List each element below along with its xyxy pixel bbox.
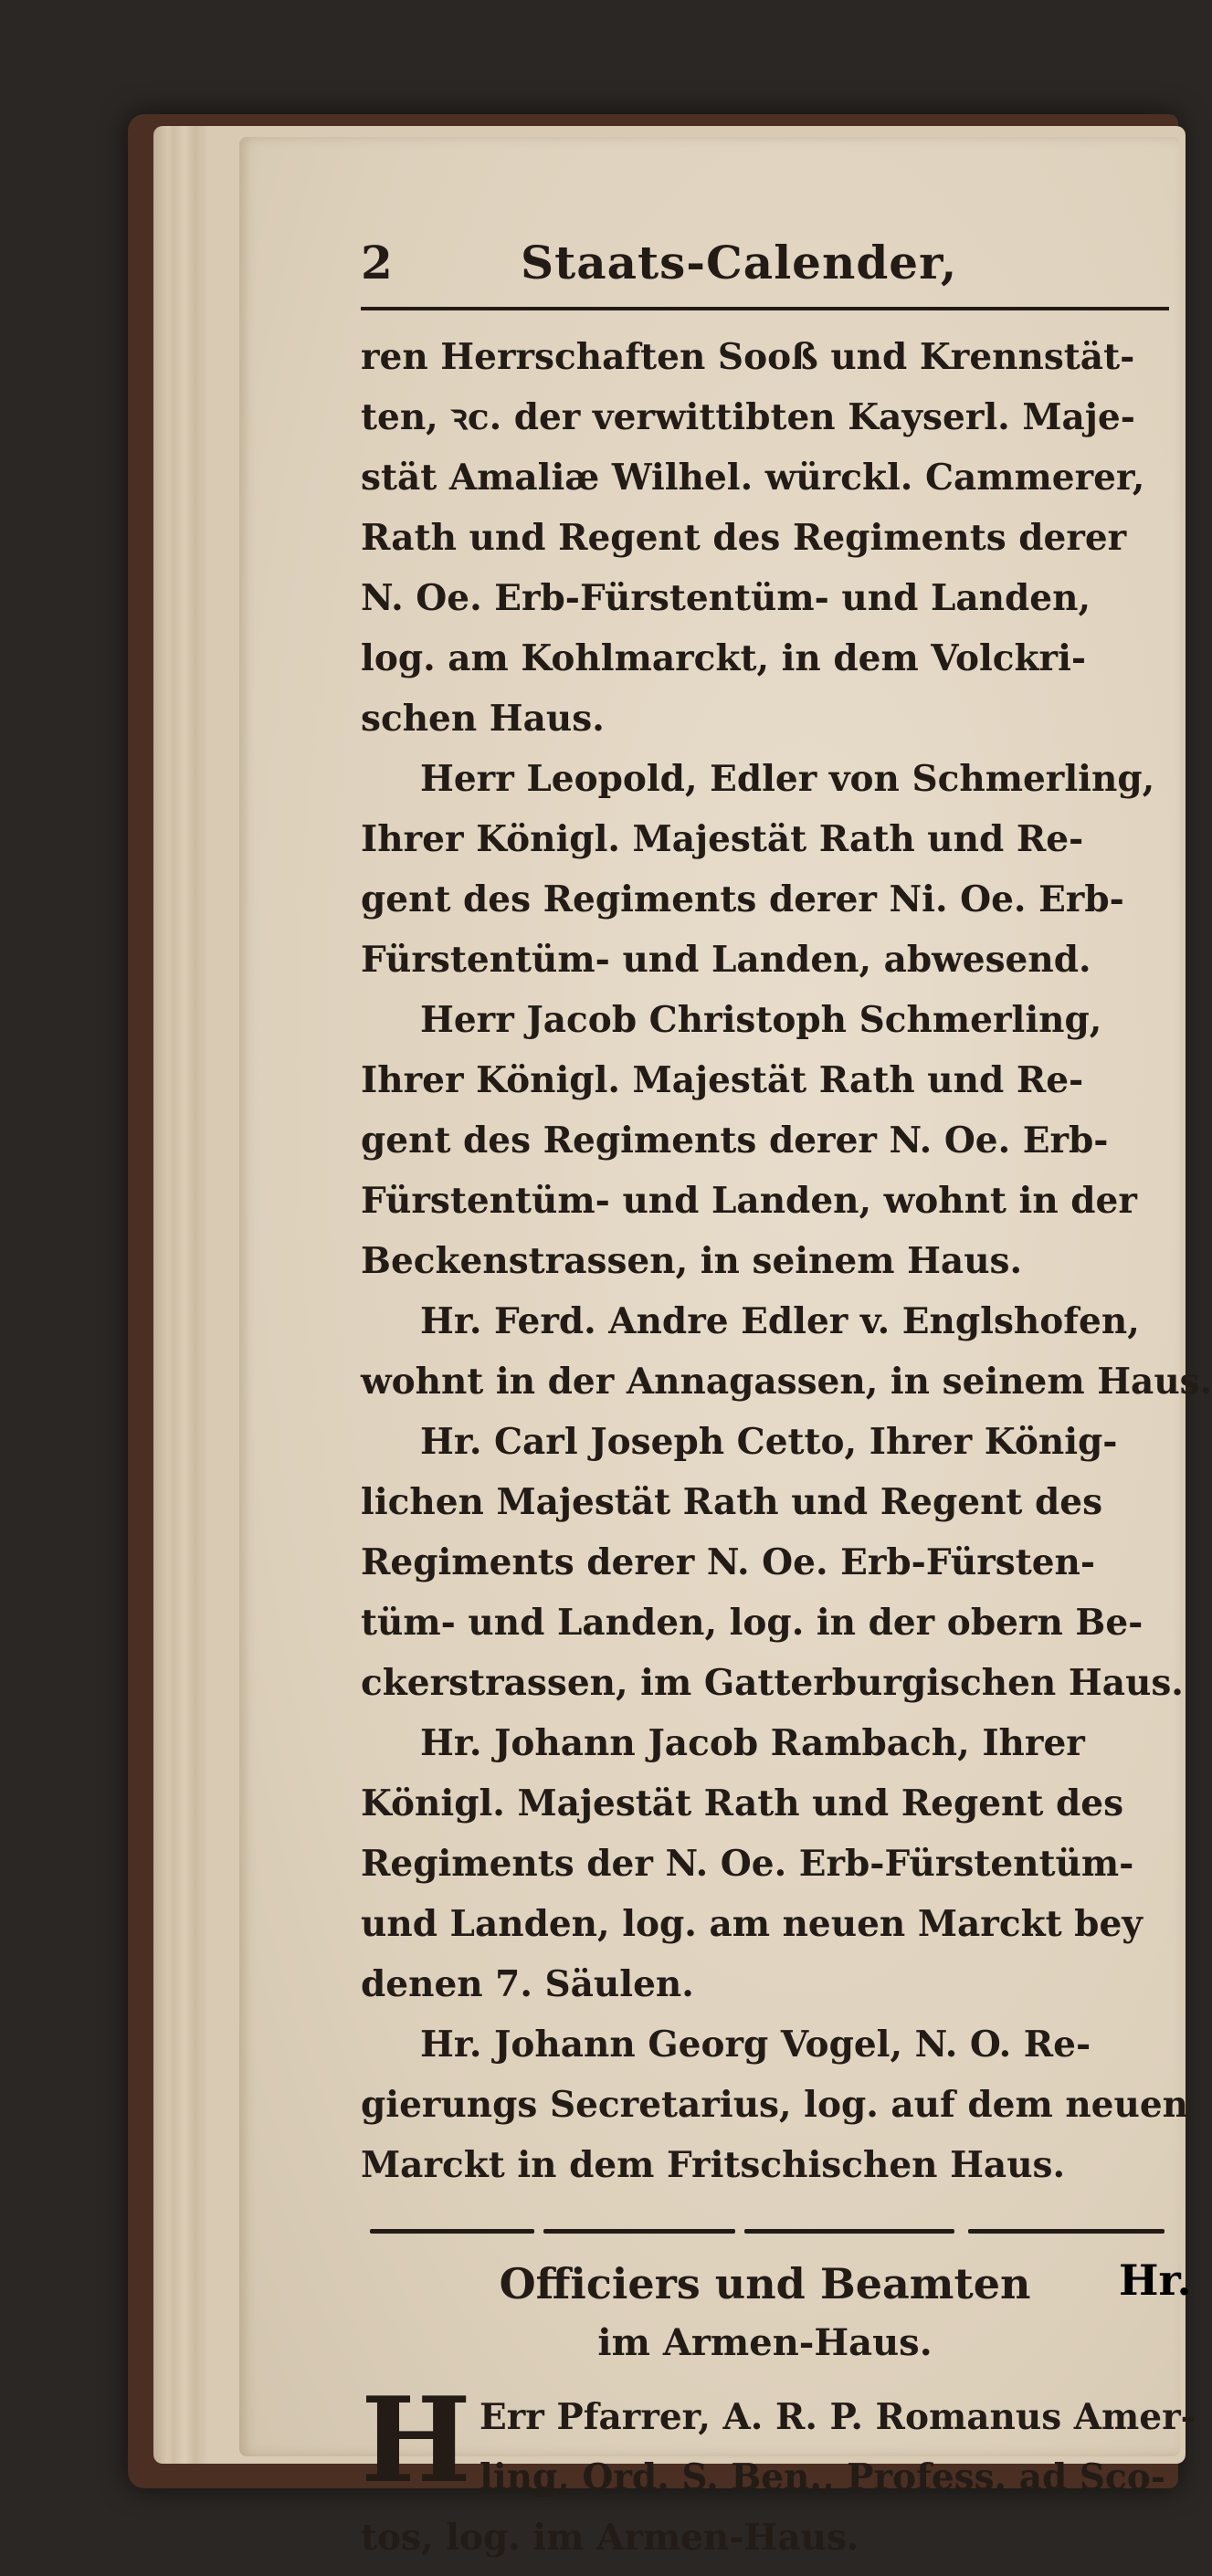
text-line: stät Amaliæ Wilhel. würckl. Cammerer, (361, 457, 1145, 499)
running-title: Staats-Calender, (521, 236, 958, 289)
text-line: ckerstrassen, im Gatterburgischen Haus. (361, 1662, 1184, 1704)
text-line: tüm- und Landen, log. in der obern Be- (361, 1602, 1143, 1644)
text-line: ling, Ord. S. Ben., Profess. ad Sco- (480, 2456, 1165, 2498)
page-number: 2 (361, 236, 394, 289)
divider-segment (370, 2229, 534, 2234)
entry-paragraph (361, 1291, 1212, 1412)
text-line: log. am Kohlmarckt, in dem Volckri- (361, 637, 1087, 679)
text-line: lichen Majestät Rath und Regent des (361, 1481, 1103, 1523)
text-line: tos, log. im Armen-Haus. (361, 2517, 859, 2559)
text-line: Beckenstrassen, in seinem Haus. (361, 1240, 1023, 1282)
text-line: Err Pfarrer, A. R. P. Romanus Amer- (480, 2396, 1196, 2438)
text-line: Fürstentüm- und Landen, wohnt in der (361, 1180, 1137, 1222)
entry-paragraph (361, 327, 1169, 749)
dropcap-paragraph (361, 2372, 1196, 2568)
section-subheading: im Armen-Haus. (597, 2321, 933, 2364)
text-line: denen 7. Säulen. (361, 1963, 694, 2005)
text-line: wohnt in der Annagassen, in seinem Haus. (361, 1361, 1212, 1403)
text-line: schen Haus. (361, 698, 605, 740)
entry-paragraph (361, 749, 1169, 990)
section-divider (361, 2226, 1169, 2235)
text-line: Ihrer Königl. Majestät Rath und Re- (361, 818, 1084, 860)
text-line: ten, ꝛc. der verwittibten Kayserl. Maje- (361, 396, 1135, 438)
entry-paragraph (361, 990, 1169, 1291)
text-line: gent des Regiments derer N. Oe. Erb- (361, 1120, 1109, 1162)
drop-capital: H (361, 2372, 471, 2509)
text-line: Regiments derer N. Oe. Erb-Fürsten- (361, 1541, 1096, 1583)
text-line: Marckt in dem Fritschischen Haus. (361, 2144, 1066, 2186)
text-line: N. Oe. Erb-Fürstentüm- und Landen, (361, 577, 1091, 619)
entry-paragraph (361, 2014, 1189, 2195)
header-rule (361, 307, 1169, 310)
text-line: und Landen, log. am neuen Marckt bey (361, 1903, 1143, 1945)
entry-paragraph (361, 1412, 1184, 1713)
text-line: Herr Leopold, Edler von Schmerling, (420, 758, 1155, 800)
text-line: Ihrer Königl. Majestät Rath und Re- (361, 1059, 1084, 1101)
text-line: gent des Regiments derer Ni. Oe. Erb- (361, 878, 1124, 920)
divider-segment (744, 2229, 954, 2234)
text-line: Fürstentüm- und Landen, abwesend. (361, 939, 1091, 981)
text-line: Hr. Carl Joseph Cetto, Ihrer König- (420, 1421, 1118, 1463)
text-line: Hr. Johann Jacob Rambach, Ihrer (420, 1722, 1085, 1764)
divider-segment (968, 2229, 1165, 2234)
dropcap-lines (361, 2387, 1196, 2508)
text-line: Hr. Ferd. Andre Edler v. Englshofen, (420, 1300, 1140, 1342)
text-line: Königl. Majestät Rath und Regent des (361, 1782, 1124, 1824)
catchword: Hr. (1119, 2255, 1192, 2305)
divider-segment (543, 2229, 735, 2234)
text-line: Regiments der N. Oe. Erb-Fürstentüm- (361, 1843, 1134, 1885)
text-line: Herr Jacob Christoph Schmerling, (420, 999, 1102, 1041)
text-line: Hr. Johann Georg Vogel, N. O. Re- (420, 2024, 1091, 2066)
page-content (361, 219, 1212, 2568)
text-line: Rath und Regent des Regiments derer (361, 517, 1127, 559)
text-line: ren Herrschaften Sooß und Krennstät- (361, 336, 1135, 378)
text-line: gierungs Secretarius, log. auf dem neuen (361, 2084, 1189, 2126)
section-heading: Officiers und Beamten (499, 2259, 1031, 2308)
entry-paragraph (361, 1713, 1169, 2014)
page-header (361, 219, 1169, 300)
